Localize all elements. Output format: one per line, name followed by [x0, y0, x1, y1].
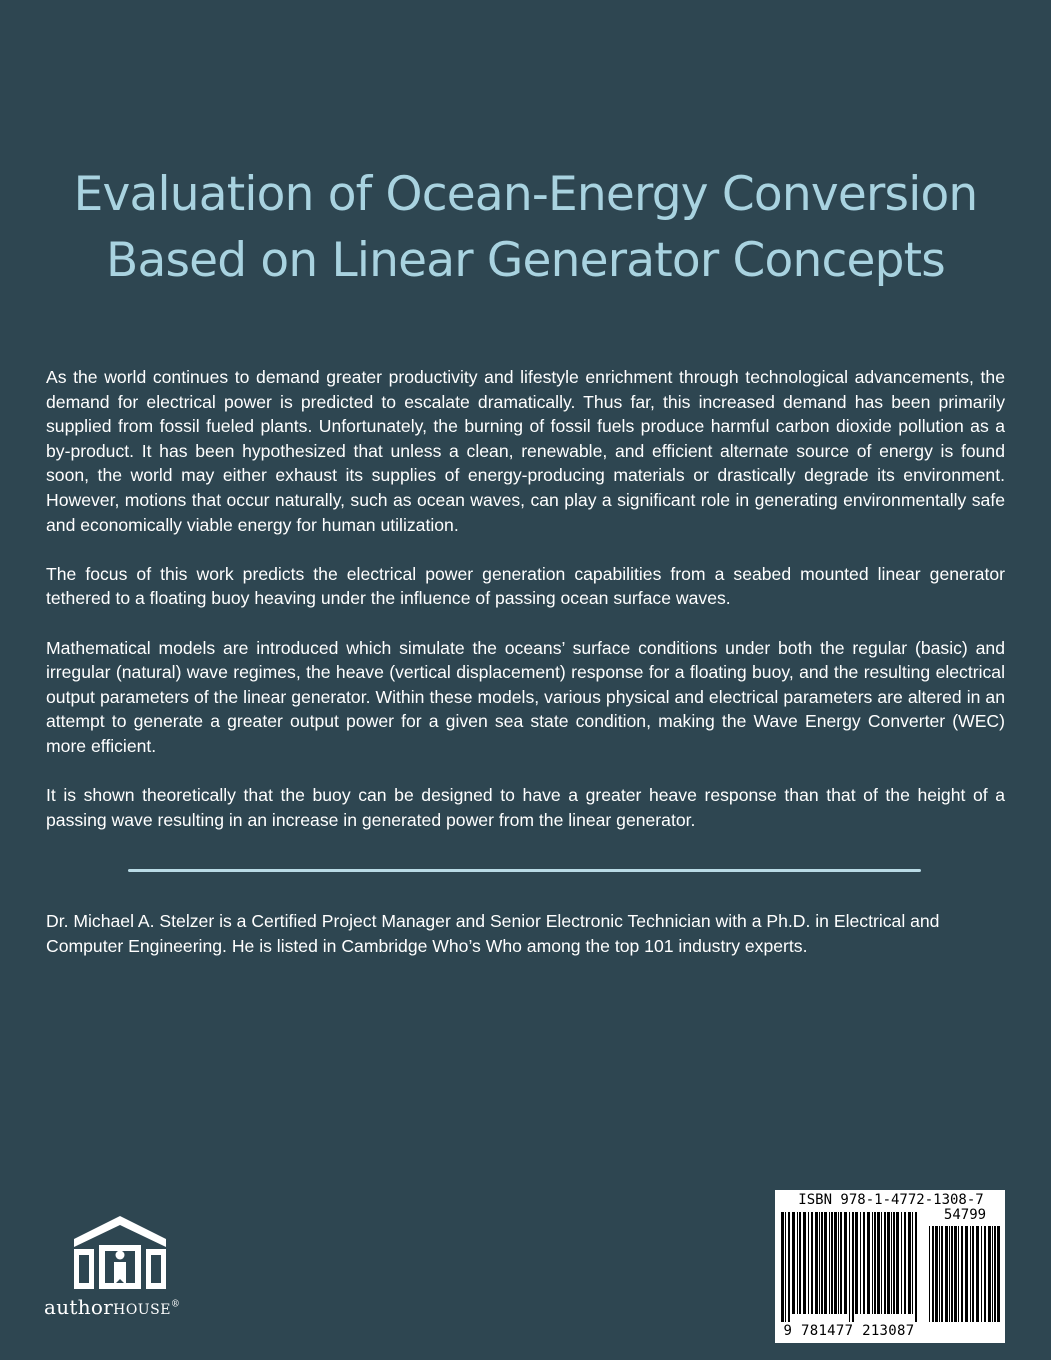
barcode-bar: [815, 1212, 818, 1314]
description-paragraph-1: As the world continues to demand greater productivity and lifestyle enrichment through technological advancements, the demand for electrical power is predicted to escalate dramatically. Thus far, this increased demand has been primarily supplied from fossil fueled plants. Unfortunately, the burning of fossil fuels produce harmful carbon dioxide pollution as a by-product. It has been hypothesized that unless a clean, renewable, and efficient alternate source of energy is found soon, the world may either exhaust its supplies of energy-producing materials or drastically degrade its environment. However, motions that occur naturally, such as ocean waves, can play a significant role in generating environmentally safe and economically viable energy for human utilization.: [46, 367, 1005, 535]
barcode-bar: [992, 1226, 993, 1322]
barcode-bar: [863, 1212, 865, 1314]
barcode-bar: [824, 1212, 827, 1314]
book-description: [46, 365, 1005, 857]
barcode-bar: [849, 1212, 850, 1322]
barcode-bar: [945, 1226, 948, 1322]
barcode-bar: [821, 1212, 823, 1314]
barcode-bar: [785, 1212, 786, 1322]
barcode-bar: [881, 1212, 882, 1314]
barcode-bar: [844, 1212, 847, 1314]
isbn-barcode: [775, 1190, 1005, 1343]
barcode-addon-bars: [929, 1226, 1001, 1322]
barcode-bar: [994, 1226, 996, 1322]
publisher-logo: [44, 1215, 214, 1325]
author-bio: Dr. Michael A. Stelzer is a Certified Project Manager and Senior Electronic Technician with a Ph.D. in Electrical and Computer Engineering. He is listed in Cambridge Who’s Who among the top 101 industry experts.: [46, 911, 940, 956]
price-code: 54799: [943, 1207, 987, 1223]
barcode-bar: [829, 1212, 830, 1314]
barcode-digits: 9 781477 213087: [783, 1323, 915, 1339]
barcode-bar: [781, 1212, 784, 1322]
barcode-bar: [808, 1212, 809, 1314]
authorhouse-logo-icon: [72, 1215, 168, 1289]
barcode-bar: [965, 1226, 968, 1322]
barcode-bar: [939, 1226, 940, 1322]
barcode-bar: [901, 1212, 902, 1314]
barcode-bar: [997, 1226, 1000, 1322]
barcode-bar: [874, 1212, 876, 1314]
barcode-bar: [872, 1212, 873, 1314]
barcode-bar: [819, 1212, 820, 1314]
barcode-bar: [893, 1212, 895, 1314]
barcode-bar: [811, 1212, 813, 1314]
barcode-bar: [981, 1226, 982, 1322]
book-title-line-2: Based on Linear Generator Concepts: [106, 233, 945, 288]
barcode-bar: [912, 1212, 913, 1314]
barcode-bar: [932, 1226, 934, 1322]
barcode-bar: [840, 1212, 842, 1314]
barcode-bar: [929, 1226, 930, 1322]
barcode-bar: [884, 1212, 886, 1314]
barcode-bar: [788, 1212, 790, 1322]
barcode-bar: [988, 1226, 991, 1322]
barcode-bar: [958, 1226, 959, 1322]
section-divider: [128, 869, 921, 872]
barcode-bar: [877, 1212, 880, 1314]
publisher-name-house: HOUSE: [113, 1302, 171, 1318]
barcode-bar: [941, 1226, 943, 1322]
registered-mark: ®: [170, 1299, 181, 1310]
barcode-bar: [961, 1226, 963, 1322]
barcode-bar: [803, 1212, 806, 1314]
barcode-bar: [915, 1212, 917, 1322]
barcode-bar: [834, 1212, 837, 1314]
barcode-bar: [867, 1212, 870, 1314]
publisher-name: [44, 1295, 180, 1319]
barcode-bar: [860, 1212, 861, 1314]
barcode-bar: [904, 1212, 906, 1314]
description-paragraph-3: Mathematical models are introduced which simulate the oceans’ surface conditions under both the regular (basic) and irregular (natural) wave regimes, the heave (vertical displacement) response for a floating buoy, and the resulting electrical output parameters of the linear generator. Within these models, various physical and electrical parameters are altered in an attempt to generate a greater output power for a given sea state condition, making the Wave Energy Converter (WEC) more efficient.: [46, 637, 1005, 756]
book-title: [40, 162, 1011, 294]
barcode-bar: [799, 1212, 801, 1314]
barcode-bar: [838, 1212, 839, 1314]
publisher-name-author: author: [44, 1295, 114, 1319]
barcode-bar: [852, 1212, 854, 1322]
description-paragraph-4: It is shown theoretically that the buoy can be designed to have a greater heave response than that of the height of a passing wave resulting in an increase in generated power from the linear generator.: [46, 785, 1005, 830]
barcode-bar: [887, 1212, 890, 1314]
barcode-bar: [797, 1212, 798, 1314]
barcode-bar: [908, 1212, 911, 1314]
description-paragraph-2: The focus of this work predicts the electrical power generation capabilities from a seabed mounted linear generator tethered to a floating buoy heaving under the influence of passing ocean surface waves.: [46, 563, 1005, 609]
barcode-bar: [855, 1212, 858, 1314]
barcode-main-bars: [781, 1212, 921, 1322]
barcode-bar: [935, 1226, 938, 1322]
barcode-bar: [831, 1212, 833, 1314]
barcode-bar: [891, 1212, 892, 1314]
barcode-bar: [976, 1226, 979, 1322]
barcode-bar: [792, 1212, 795, 1314]
barcode-bar: [984, 1226, 986, 1322]
barcode-bar: [970, 1226, 971, 1322]
barcode-bar: [972, 1226, 974, 1322]
book-title-line-1: Evaluation of Ocean-Energy Conversion: [73, 167, 978, 222]
barcode-bar: [951, 1226, 953, 1322]
barcode-bar: [954, 1226, 957, 1322]
barcode-bar: [896, 1212, 899, 1314]
isbn-text: ISBN 978-1-4772-1308-7: [798, 1192, 984, 1208]
barcode-bar: [949, 1226, 950, 1322]
